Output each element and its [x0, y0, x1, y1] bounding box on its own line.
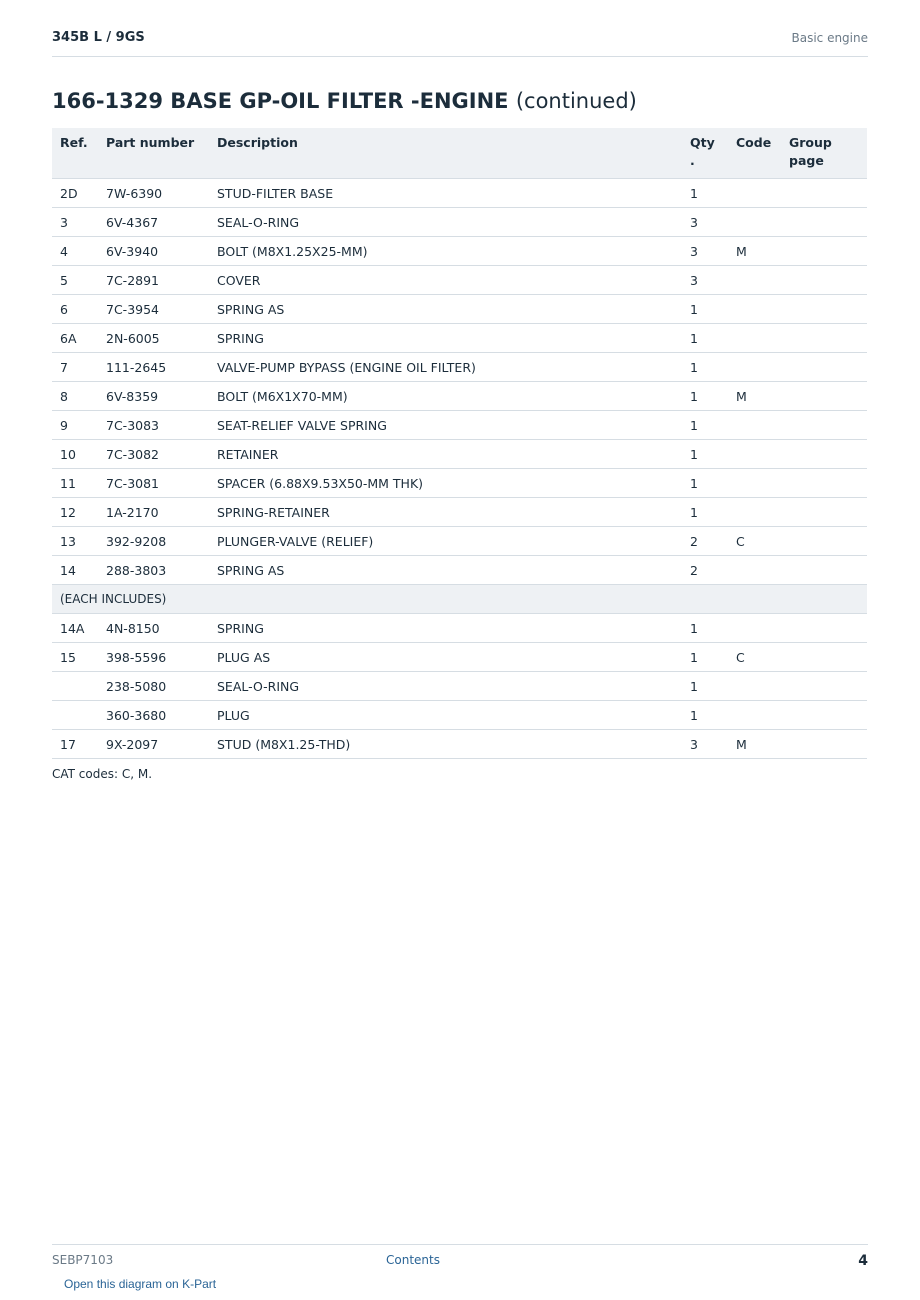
parts-table-body [52, 179, 867, 759]
code-cell: M [728, 730, 781, 759]
description-cell: RETAINER [209, 440, 682, 469]
group-page-cell [781, 440, 867, 469]
group-page-cell [781, 353, 867, 382]
table-row [52, 498, 867, 527]
ref-cell: 10 [52, 440, 98, 469]
note-cell: (EACH INCLUDES) [52, 585, 867, 614]
table-row [52, 556, 867, 585]
qty-cell: 1 [682, 672, 728, 701]
title-main: 166-1329 BASE GP-OIL FILTER -ENGINE [52, 89, 509, 113]
description-cell: PLUG AS [209, 643, 682, 672]
title-suffix: (continued) [515, 89, 637, 113]
table-row [52, 701, 867, 730]
description-cell: SPRING [209, 324, 682, 353]
part-number-cell: 238-5080 [98, 672, 209, 701]
ref-cell [52, 701, 98, 730]
col-header-description: Description [209, 128, 682, 179]
code-cell [728, 179, 781, 208]
footer-divider [52, 1244, 868, 1246]
code-cell [728, 672, 781, 701]
qty-cell: 3 [682, 730, 728, 759]
description-cell: SEAT-RELIEF VALVE SPRING [209, 411, 682, 440]
code-cell [728, 324, 781, 353]
open-kpart-link[interactable]: Open this diagram on K-Part [64, 1277, 217, 1291]
group-page-cell [781, 614, 867, 643]
ref-cell [52, 672, 98, 701]
qty-cell: 1 [682, 440, 728, 469]
part-number-cell: 4N-8150 [98, 614, 209, 643]
ref-cell: 12 [52, 498, 98, 527]
table-row [52, 411, 867, 440]
qty-cell: 1 [682, 643, 728, 672]
page-header [52, 28, 868, 57]
part-number-cell: 7C-3083 [98, 411, 209, 440]
qty-cell: 1 [682, 324, 728, 353]
description-cell: SEAL-O-RING [209, 208, 682, 237]
qty-cell: 3 [682, 237, 728, 266]
group-page-cell [781, 208, 867, 237]
description-cell: PLUNGER-VALVE (RELIEF) [209, 527, 682, 556]
qty-cell: 1 [682, 411, 728, 440]
table-row [52, 643, 867, 672]
code-cell [728, 614, 781, 643]
part-number-cell: 7C-2891 [98, 266, 209, 295]
qty-cell: 1 [682, 295, 728, 324]
group-page-cell [781, 295, 867, 324]
table-header-row [52, 128, 867, 179]
group-page-cell [781, 324, 867, 353]
part-number-cell: 392-9208 [98, 527, 209, 556]
code-cell [728, 353, 781, 382]
qty-cell: 1 [682, 469, 728, 498]
part-number-cell: 1A-2170 [98, 498, 209, 527]
part-number-cell: 6V-8359 [98, 382, 209, 411]
group-page-cell [781, 730, 867, 759]
qty-cell: 1 [682, 701, 728, 730]
parts-table [52, 128, 867, 759]
group-page-cell [781, 266, 867, 295]
ref-cell: 14A [52, 614, 98, 643]
description-cell: SPRING AS [209, 556, 682, 585]
model-label: 345B L / 9GS [52, 30, 145, 45]
part-number-cell: 360-3680 [98, 701, 209, 730]
table-row [52, 295, 867, 324]
qty-header-line1: Qty [690, 135, 715, 150]
ref-cell: 17 [52, 730, 98, 759]
code-cell [728, 295, 781, 324]
ref-cell: 3 [52, 208, 98, 237]
col-header-code: Code [728, 128, 781, 179]
description-cell: SPRING [209, 614, 682, 643]
part-number-cell: 7W-6390 [98, 179, 209, 208]
ref-cell: 14 [52, 556, 98, 585]
group-page-cell [781, 179, 867, 208]
qty-cell: 1 [682, 614, 728, 643]
ref-cell: 6 [52, 295, 98, 324]
qty-cell: 1 [682, 353, 728, 382]
description-cell: VALVE-PUMP BYPASS (ENGINE OIL FILTER) [209, 353, 682, 382]
code-cell [728, 498, 781, 527]
ref-cell: 5 [52, 266, 98, 295]
code-cell: C [728, 527, 781, 556]
description-cell: PLUG [209, 701, 682, 730]
description-cell: STUD-FILTER BASE [209, 179, 682, 208]
group-page-cell [781, 672, 867, 701]
ref-cell: 6A [52, 324, 98, 353]
qty-header-line2: . [690, 153, 695, 168]
ref-cell: 9 [52, 411, 98, 440]
col-header-group-page [781, 128, 867, 179]
qty-cell: 1 [682, 498, 728, 527]
code-cell [728, 469, 781, 498]
ref-cell: 4 [52, 237, 98, 266]
description-cell: BOLT (M8X1.25X25-MM) [209, 237, 682, 266]
description-cell: COVER [209, 266, 682, 295]
ref-cell: 7 [52, 353, 98, 382]
table-row [52, 237, 867, 266]
group-page-cell [781, 469, 867, 498]
table-row [52, 672, 867, 701]
part-number-cell: 7C-3954 [98, 295, 209, 324]
table-row [52, 266, 867, 295]
description-cell: SPACER (6.88X9.53X50-MM THK) [209, 469, 682, 498]
code-cell: M [728, 237, 781, 266]
group-page-cell [781, 643, 867, 672]
group-page-cell [781, 237, 867, 266]
group-header-line1: Group [789, 135, 832, 150]
part-number-cell: 6V-3940 [98, 237, 209, 266]
description-cell: SEAL-O-RING [209, 672, 682, 701]
table-row [52, 469, 867, 498]
page-title [52, 89, 637, 113]
ref-cell: 11 [52, 469, 98, 498]
part-number-cell: 9X-2097 [98, 730, 209, 759]
description-cell: STUD (M8X1.25-THD) [209, 730, 682, 759]
qty-cell: 3 [682, 208, 728, 237]
code-cell [728, 411, 781, 440]
group-page-cell [781, 498, 867, 527]
col-header-qty [682, 128, 728, 179]
qty-cell: 2 [682, 556, 728, 585]
code-cell [728, 208, 781, 237]
group-page-cell [781, 382, 867, 411]
group-page-cell [781, 701, 867, 730]
description-cell: SPRING AS [209, 295, 682, 324]
ref-cell: 2D [52, 179, 98, 208]
group-header-line2: page [789, 153, 824, 168]
part-number-cell: 7C-3081 [98, 469, 209, 498]
group-page-cell [781, 527, 867, 556]
ref-cell: 8 [52, 382, 98, 411]
part-number-cell: 288-3803 [98, 556, 209, 585]
code-cell: M [728, 382, 781, 411]
code-cell [728, 266, 781, 295]
description-cell: BOLT (M6X1X70-MM) [209, 382, 682, 411]
table-note-row [52, 585, 867, 614]
part-number-cell: 111-2645 [98, 353, 209, 382]
code-cell [728, 440, 781, 469]
table-row [52, 353, 867, 382]
qty-cell: 2 [682, 527, 728, 556]
part-number-cell: 398-5596 [98, 643, 209, 672]
qty-cell: 3 [682, 266, 728, 295]
table-row [52, 730, 867, 759]
table-row [52, 614, 867, 643]
group-page-cell [781, 411, 867, 440]
table-row [52, 382, 867, 411]
table-row [52, 440, 867, 469]
col-header-ref: Ref. [52, 128, 98, 179]
qty-cell: 1 [682, 382, 728, 411]
table-row [52, 208, 867, 237]
table-row [52, 324, 867, 353]
description-cell: SPRING-RETAINER [209, 498, 682, 527]
part-number-cell: 7C-3082 [98, 440, 209, 469]
document-id: SEBP7103 [52, 1253, 114, 1267]
ref-cell: 15 [52, 643, 98, 672]
group-page-cell [781, 556, 867, 585]
col-header-part-number: Part number [98, 128, 209, 179]
section-label: Basic engine [791, 31, 868, 45]
contents-link[interactable]: Contents [386, 1253, 440, 1267]
part-number-cell: 2N-6005 [98, 324, 209, 353]
code-cell: C [728, 643, 781, 672]
page-number: 4 [858, 1253, 868, 1269]
table-row [52, 527, 867, 556]
table-row [52, 179, 867, 208]
cat-codes-note: CAT codes: C, M. [52, 767, 153, 781]
part-number-cell: 6V-4367 [98, 208, 209, 237]
ref-cell: 13 [52, 527, 98, 556]
code-cell [728, 556, 781, 585]
code-cell [728, 701, 781, 730]
qty-cell: 1 [682, 179, 728, 208]
